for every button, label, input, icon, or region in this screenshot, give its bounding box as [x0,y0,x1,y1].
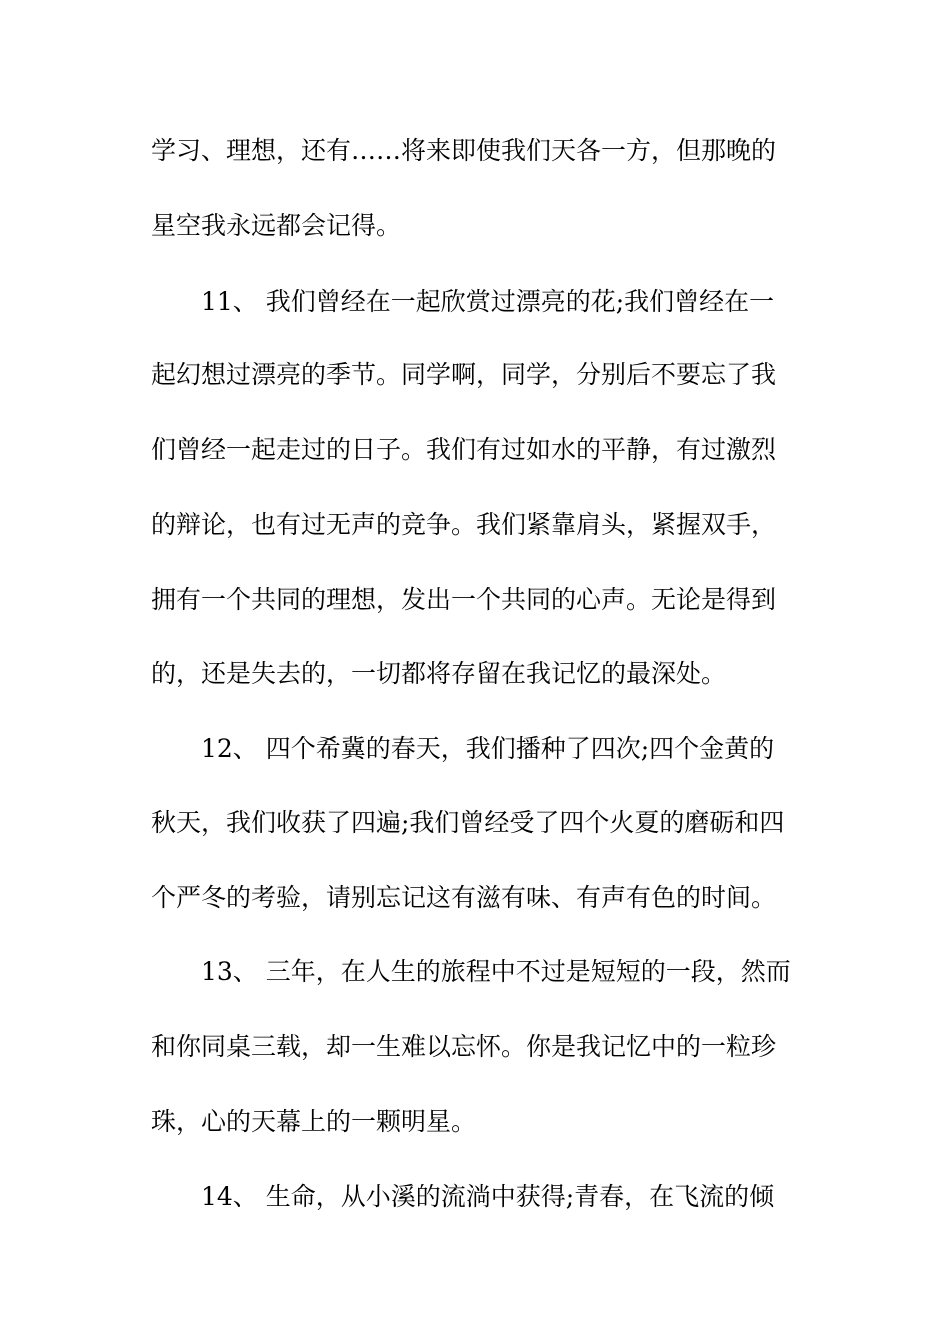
text-line: 起幻想过漂亮的季节。同学啊，同学，分别后不要忘了我 [151,360,777,389]
text-line: 们曾经一起走过的日子。我们有过如水的平静，有过激烈 [151,435,777,464]
text-line: 个严冬的考验，请别忘记这有滋有味、有声有色的时间。 [151,883,777,912]
text-line: 秋天，我们收获了四遍;我们曾经受了四个火夏的磨砺和四 [151,808,785,837]
text-line: 学习、理想，还有……将来即使我们天各一方，但那晚的 [151,136,777,165]
text-line: 的，还是失去的，一切都将存留在我记忆的最深处。 [151,659,727,688]
text-line: 和你同桌三载，却一生难以忘怀。你是我记忆中的一粒珍 [151,1032,777,1061]
text-line-item-11: 11、 我们曾经在一起欣赏过漂亮的花;我们曾经在一 [201,287,775,316]
text-line: 的辩论，也有过无声的竞争。我们紧靠肩头，紧握双手， [151,510,777,539]
text-line: 星空我永远都会记得。 [151,211,402,240]
text-line-item-13: 13、 三年，在人生的旅程中不过是短短的一段，然而 [201,957,791,986]
text-line: 拥有一个共同的理想，发出一个共同的心声。无论是得到 [151,585,777,614]
text-line-item-12: 12、 四个希冀的春天，我们播种了四次;四个金黄的 [201,734,775,763]
text-line: 珠，心的天幕上的一颗明星。 [151,1107,477,1136]
text-line-item-14: 14、 生命，从小溪的流淌中获得;青春，在飞流的倾 [201,1182,775,1211]
